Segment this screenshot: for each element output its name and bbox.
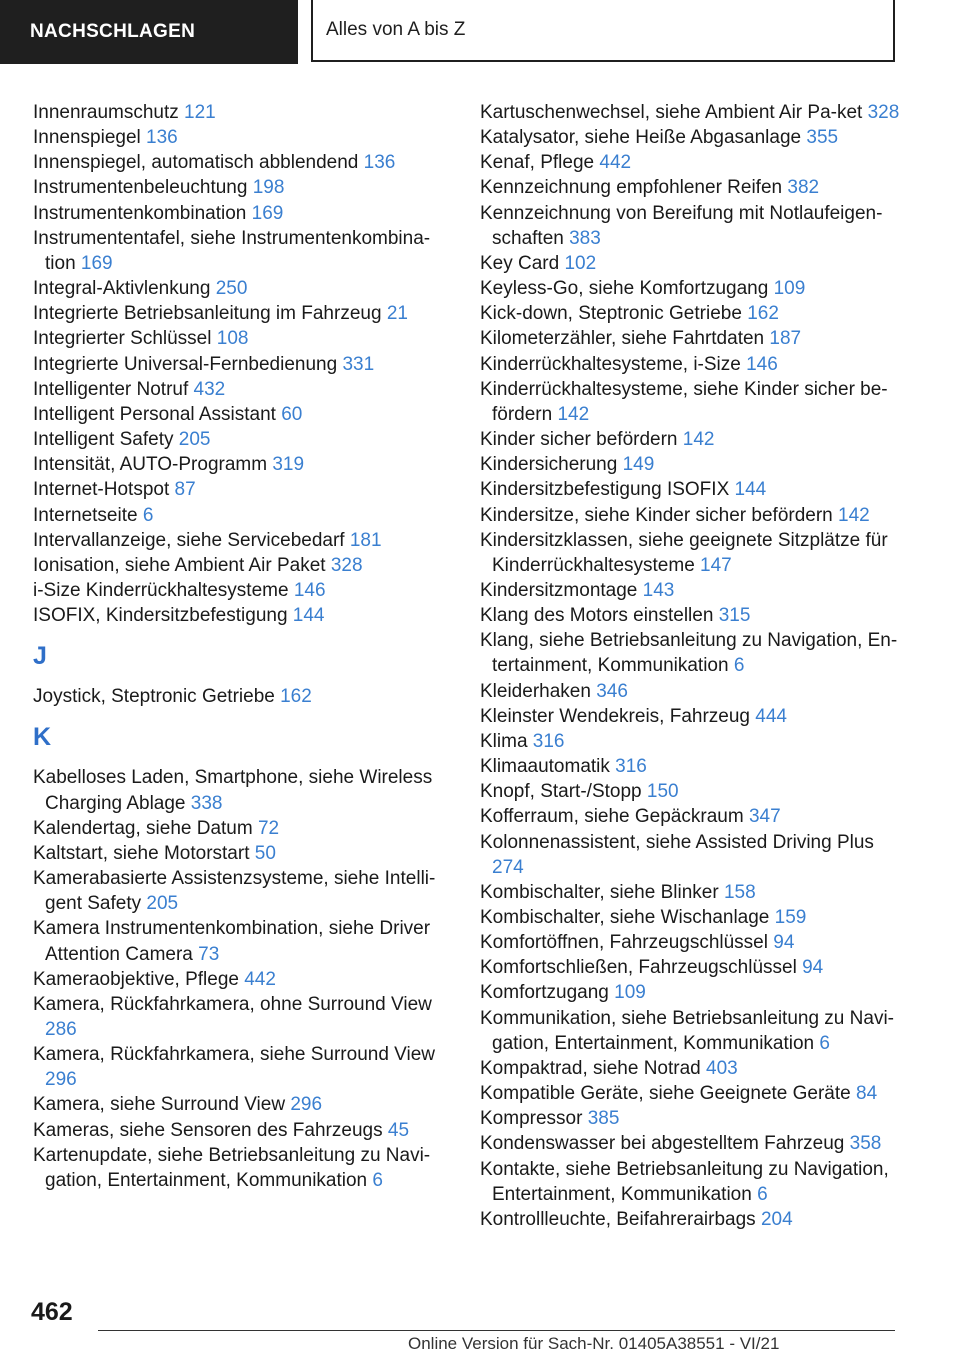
index-entry [480,477,910,502]
page-reference-link[interactable]: 319 [272,454,305,476]
index-entry [480,326,910,351]
index-term: Intervallanzeige, siehe Servicebedarf [33,529,345,551]
index-entry [33,841,448,866]
index-entry [480,830,910,880]
index-entry [33,553,448,578]
page-reference-link[interactable]: 331 [342,353,375,375]
index-entry [480,1056,910,1081]
footer-note: Online Version für Sach-Nr. 01405A38551 - VI/21 [408,1334,780,1353]
index-term: Intensität, AUTO-Programm [33,454,268,476]
index-entry [480,125,910,150]
index-entry [33,866,448,916]
index-term: Integral-Aktivlenkung [33,278,211,300]
index-term: Kennzeichnung empfohlener Reifen [480,177,783,199]
page-reference-link[interactable]: 385 [587,1108,620,1130]
index-entry [33,452,448,477]
page-reference-link[interactable]: 338 [190,792,223,814]
index-term: Kleiderhaken [480,680,591,702]
page-reference-link[interactable]: 146 [293,579,326,601]
index-term: Kaltstart, siehe Motorstart [33,842,250,864]
index-entry [480,704,910,729]
index-term: Kinder sicher befördern [480,429,678,451]
index-term: Kindersitzbefestigung ISOFIX [480,479,730,501]
index-term: Instrumentenbeleuchtung [33,177,248,199]
index-term: Key Card [480,252,560,274]
index-term: Kindersitzklassen, siehe geeignete Sitzplätze für Kinderrückhaltesysteme [480,529,888,576]
index-term: Kindersitzmontage [480,579,638,601]
page-reference-link[interactable]: 45 [387,1119,410,1141]
index-term: ISOFIX, Kindersitzbefestigung [33,605,288,627]
index-entry [480,1131,910,1156]
page-reference-link[interactable]: 109 [614,982,646,1004]
page-reference-link[interactable]: 144 [292,605,325,627]
page-reference-link[interactable]: 432 [193,378,226,400]
page-reference-link[interactable]: 355 [806,127,839,149]
index-entry [33,427,448,452]
index-term: Intelligenter Notruf [33,378,189,400]
index-term: Integrierte Betriebsanleitung im Fahrzeug [33,303,382,325]
page-reference-link[interactable]: 162 [747,303,779,325]
index-entry [33,684,448,709]
chapter-title: Alles von A bis Z [326,19,466,40]
page-reference-link[interactable]: 328 [330,554,363,576]
chapter-tab [311,0,895,62]
page-reference-link[interactable]: 136 [146,127,178,149]
page-reference-link[interactable]: 274 [492,856,524,878]
index-term: Innenspiegel [33,127,141,149]
index-term: Kartuschenwechsel, siehe Ambient Air Pa-ket [480,102,863,123]
index-column-left [33,100,448,1193]
page-reference-link[interactable]: 250 [215,278,248,300]
index-letter-heading: J [33,642,47,671]
index-term: Kolonnenassistent, siehe Assisted Driving Plus [480,831,874,853]
index-entry [33,276,448,301]
index-entry [33,1118,448,1143]
index-entry [480,352,910,377]
index-entry [33,578,448,603]
index-entry [33,402,448,427]
index-term: Komfortzugang [480,982,609,1004]
page-reference-link[interactable]: 21 [386,303,408,325]
page-reference-link[interactable]: 142 [557,403,590,425]
index-term: Kalendertag, siehe Datum [33,817,253,839]
index-term: Kameraobjektive, Pflege [33,968,239,990]
page-reference-link[interactable]: 442 [599,152,632,174]
index-entry [33,150,448,175]
index-term: Kamera, Rückfahrkamera, siehe Surround View [33,1044,436,1066]
page-reference-link[interactable]: 286 [45,1019,77,1040]
page-reference-link[interactable]: 143 [642,579,675,601]
index-term: Kondenswasser bei abgestelltem Fahrzeug [480,1133,845,1155]
page-reference-link[interactable]: 94 [802,957,824,979]
index-entry [33,765,448,815]
page-reference-link[interactable]: 109 [773,278,806,300]
index-term: Kontakte, siehe Betriebsanleitung zu Navigation, Entertainment, Kommunikation [480,1158,889,1205]
page-reference-link[interactable]: 198 [252,177,285,199]
page-reference-link[interactable]: 6 [372,1169,383,1191]
index-letter-heading: K [33,723,52,752]
index-entry [33,477,448,502]
section-title: NACHSCHLAGEN [30,21,196,42]
page-reference-link[interactable]: 382 [787,177,820,199]
page-reference-link[interactable]: 181 [349,529,382,551]
index-term: Kamera Instrumentenkombination, siehe Driver Attention Camera [33,918,431,965]
page-reference-link[interactable]: 84 [856,1083,878,1105]
page-reference-link[interactable]: 142 [838,504,870,526]
page-reference-link[interactable]: 205 [178,429,211,451]
index-entry [480,251,910,276]
index-term: Kompressor [480,1108,583,1130]
page-reference-link[interactable]: 136 [363,152,396,174]
index-entry [480,377,910,427]
page-reference-link[interactable]: 108 [216,328,249,350]
index-entry [480,528,910,578]
page-reference-link[interactable]: 102 [564,252,597,274]
page-reference-link[interactable]: 158 [723,881,756,903]
index-entry [480,880,910,905]
index-entry [480,201,910,251]
page-reference-link[interactable]: 6 [142,504,154,526]
index-entry [480,175,910,200]
index-entry [33,100,448,125]
index-column-right [480,100,910,1232]
index-entry [480,603,910,628]
index-term: Komfortschließen, Fahrzeugschlüssel [480,957,797,979]
index-term: Kamera, siehe Surround View [33,1094,286,1116]
index-entry [33,326,448,351]
index-entry [33,201,448,226]
index-term: Kameras, siehe Sensoren des Fahrzeugs [33,1119,383,1141]
index-entry [480,452,910,477]
index-term: Kommunikation, siehe Betriebsanleitung zu Navi-gation, Entertainment, Kommunikation [480,1007,894,1054]
index-entry [33,603,448,628]
page-reference-link[interactable]: 6 [733,655,745,677]
index-term: Ionisation, siehe Ambient Air Paket [33,554,326,576]
index-term: Kombischalter, siehe Wischanlage [480,907,770,928]
index-entry [480,729,910,754]
index-term: Kinderrückhaltesysteme, i-Size [480,353,741,375]
index-entry [480,276,910,301]
index-entry [33,916,448,966]
page-reference-link[interactable]: 50 [254,842,276,864]
index-term: Intelligent Personal Assistant [33,403,276,425]
index-entry [480,754,910,779]
index-term: Instrumententafel, siehe Instrumentenkombina-tion [33,227,431,274]
index-entry [33,816,448,841]
index-entry [33,967,448,992]
index-entry [480,503,910,528]
page-reference-link[interactable]: 346 [596,680,628,702]
page-reference-link[interactable]: 144 [734,479,767,501]
page-reference-link[interactable]: 358 [849,1133,882,1155]
page-reference-link[interactable]: 383 [569,227,601,249]
index-term: Kick-down, Steptronic Getriebe [480,303,742,325]
page-reference-link[interactable]: 149 [622,454,655,476]
index-entry [480,150,910,175]
index-term: Kompatible Geräte, siehe Geeignete Geräte [480,1083,851,1105]
page-reference-link[interactable]: 169 [80,252,113,274]
page-reference-link[interactable]: 150 [646,781,679,803]
index-term: Knopf, Start-/Stopp [480,781,642,803]
index-term: Internet-Hotspot [33,479,170,501]
page-number: 462 [31,1298,73,1326]
index-term: Kinderrückhaltesysteme, siehe Kinder sicher be-fördern [480,378,888,425]
page-reference-link[interactable]: 204 [760,1208,793,1230]
index-term: Klima [480,730,528,752]
index-term: Kontrollleuchte, Beifahrerairbags [480,1208,756,1230]
index-term: Instrumentenkombination [33,202,247,224]
index-entry [33,1143,448,1193]
index-entry [480,1207,910,1232]
index-entry [33,125,448,150]
page-reference-link[interactable]: 444 [755,705,787,727]
index-entry [480,427,910,452]
index-term: Innenraumschutz [33,102,179,123]
page-reference-link[interactable]: 315 [718,605,751,627]
index-entry [480,1157,910,1207]
page-reference-link[interactable]: 159 [774,907,807,928]
index-entry [480,1106,910,1131]
index-term: Keyless-Go, siehe Komfortzugang [480,278,769,300]
index-term: Kleinster Wendekreis, Fahrzeug [480,705,750,727]
index-term: Kenaf, Pflege [480,152,595,174]
index-entry [480,804,910,829]
index-term: Klimaautomatik [480,756,610,778]
index-entry [33,528,448,553]
page-reference-link[interactable]: 316 [615,756,647,778]
index-entry [480,779,910,804]
index-term: Kompaktrad, siehe Notrad [480,1057,701,1079]
index-entry [33,1042,448,1092]
page-reference-link[interactable]: 347 [748,806,781,828]
page-reference-link[interactable]: 162 [280,686,312,708]
index-term: Integrierte Universal-Fernbedienung [33,353,338,375]
page-reference-link[interactable]: 142 [682,429,715,451]
index-entry [33,503,448,528]
index-entry [480,955,910,980]
index-entry [33,992,448,1042]
index-term: Kartenupdate, siehe Betriebsanleitung zu Navi-gation, Entertainment, Kommunikation [33,1144,431,1191]
page-reference-link[interactable]: 296 [45,1069,77,1091]
index-entry [480,905,910,930]
index-term: Intelligent Safety [33,429,174,451]
index-term: Integrierter Schlüssel [33,328,212,350]
index-term: Klang, siehe Betriebsanleitung zu Navigation, En-tertainment, Kommunikation [480,630,898,677]
index-term: Kabelloses Laden, Smartphone, siehe Wireless Charging Ablage [33,767,433,814]
page-reference-link[interactable]: 146 [746,353,778,375]
index-entry [33,352,448,377]
index-entry [480,578,910,603]
page-reference-link[interactable]: 147 [700,554,732,576]
index-term: Kindersicherung [480,454,618,476]
index-term: Innenspiegel, automatisch abblendend [33,152,359,174]
index-entry [33,377,448,402]
index-term: Kamera, Rückfahrkamera, ohne Surround View [33,993,432,1015]
index-entry [33,175,448,200]
index-term: Joystick, Steptronic Getriebe [33,686,275,708]
index-term: Kamerabasierte Assistenzsysteme, siehe Intelli-gent Safety [33,868,436,915]
index-term: Kennzeichnung von Bereifung mit Notlaufeigen-schaften [480,202,883,249]
index-term: Komfortöffnen, Fahrzeugschlüssel [480,932,768,954]
index-entry [480,930,910,955]
index-entry [480,301,910,326]
index-entry [480,679,910,704]
index-entry [480,628,910,678]
section-tab [0,0,298,64]
index-term: Kindersitze, siehe Kinder sicher befördern [480,504,833,526]
page-reference-link[interactable]: 169 [251,202,284,224]
page-reference-link[interactable]: 442 [244,968,276,990]
index-entry [480,1081,910,1106]
index-entry [33,226,448,276]
index-entry [480,100,910,125]
index-term: Kombischalter, siehe Blinker [480,881,719,903]
index-term: i-Size Kinderrückhaltesysteme [33,579,289,601]
index-term: Katalysator, siehe Heiße Abgasanlage [480,127,802,149]
index-term: Internetseite [33,504,138,526]
page-reference-link[interactable]: 94 [773,932,795,954]
page-reference-link[interactable]: 60 [281,403,303,425]
page-reference-link[interactable]: 328 [867,102,900,123]
index-entry [480,1006,910,1056]
page-reference-link[interactable]: 205 [146,893,179,915]
page-reference-link[interactable]: 72 [257,817,280,839]
index-term: Kilometerzähler, siehe Fahrtdaten [480,328,765,350]
page-reference-link[interactable]: 316 [532,730,565,752]
page-reference-link[interactable]: 121 [184,102,216,123]
page-header [0,0,960,66]
page-reference-link[interactable]: 403 [706,1057,738,1079]
index-entry [480,980,910,1005]
page-reference-link[interactable]: 187 [769,328,802,350]
index-term: Kofferraum, siehe Gepäckraum [480,806,744,828]
page-reference-link[interactable]: 73 [198,943,220,965]
page-reference-link[interactable]: 87 [174,479,196,501]
page-reference-link[interactable]: 296 [290,1094,323,1116]
index-entry [33,301,448,326]
index-entry [33,1092,448,1117]
page-reference-link[interactable]: 6 [819,1032,830,1054]
page-reference-link[interactable]: 6 [757,1183,768,1205]
index-term: Klang des Motors einstellen [480,605,714,627]
footer-divider [98,1330,895,1331]
